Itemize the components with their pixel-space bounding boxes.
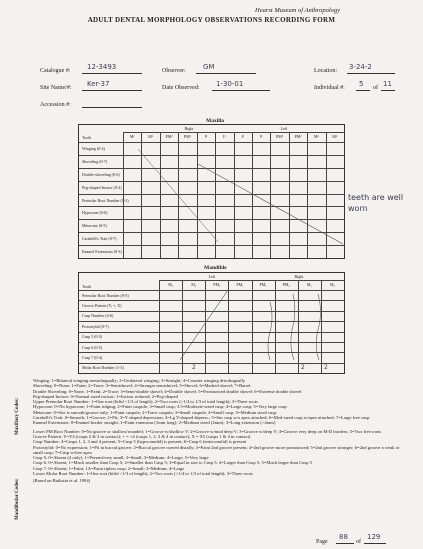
individual-value: 5 [359,80,364,88]
page-label: Page [316,539,328,545]
catalogue-value: 12-3493 [87,63,117,71]
def-lower-molar-root: Lower Molar Root Number: 1=One root (bifid <1/3 of length); 2=Two roots (>1/4 to 1/3 of total length); 3=Three roots [33,471,253,477]
mandible-row-label: Cusp 5 (0-5) [82,334,103,340]
def-protostylid: Protostylid: 0=No expression; 1=Pit in buccal groove; 2=Buccal groove curved distally; 3=Faint 2nd groove present; 4=2nd groove more pronounced; 5=2nd groove stronger; 6=2nd groove a weak or small cusp; 7=Cusp w/free apex [33,444,400,455]
mandible-row-label: Protostylid (0-7) [82,323,109,329]
observer-label: Observer: [162,68,186,74]
mandible-strikethrough [78,272,343,372]
maxilla-row-label: Shoveling (0-7) [82,158,108,164]
maxilla-col-header: I¹ [223,134,226,139]
molar-root-value-2: 2 [301,364,305,371]
maxilla-left-label: Left [280,126,288,131]
maxilla-tooth-label: Tooth [82,135,92,140]
def-metacone: Metacone: 0=Site is smooth/groove only; 1=Faint cuspule; 2=Trace cuspule; 3=Small cuspule; 4=Small cusp; 5=Medium sized cusp [33,409,277,415]
maxillary-codes-label: Maxillary Codes: [15,397,20,435]
page-of: of [356,539,361,545]
def-cusp-number: Cusp Number: 4=Cusps 1, 2, 3 and 4 present; 5=Cusp 5 (hypoconulid) is present; 6=Cusp 6 (entoconulid) is present [33,439,247,445]
accession-field[interactable] [82,98,142,108]
mandible-col-header: M₂ [168,282,174,287]
maxilla-row-label: Enamel Extensions (0-3) [82,249,122,255]
maxilla-title: Maxilla [206,118,225,124]
maxilla-row-label: Premolar Root Number (1-3) [82,197,129,203]
maxilla-col-header: PM² [165,134,173,139]
maxilla-col-header: I² [204,134,208,139]
location-label: Location: [314,68,337,74]
maxilla-col-header: I² [259,134,263,139]
mandible-col-header: PM₂ [282,282,290,287]
maxilla-strikethrough [78,124,343,257]
maxilla-col-header: M¹ [148,134,153,139]
molar-root-value-1: 2 [192,364,196,371]
mandible-col-header: M₁ [306,282,312,287]
def-cusp7: Cusp 7: 0=Absent; 1=Faint; 1A=Faint tipless cusp; 2=Small; 3=Medium; 4=Large [33,465,185,471]
def-hypocone: Hypocone: 0=No hypocone; 1=Faint ridging; 2=Faint cuspule; 3=Small cusp; 3.5=Moderate-sized cusp; 4=Large cusp; 5=Very large cusp [33,404,287,410]
maxilla-right-label: Right [184,126,194,131]
mandible-title: Mandible [204,265,227,271]
def-lower-pm-root: Lower PM Root Number: 0=No groove or shallow/rounded; 1=Groove w/shallow V; 2=Groove w/mod deep V; 3=Groove w/deep V; 4=Groove very deep on M-D borders; 5=Two free roots [33,428,382,434]
maxilla-col-header: PM¹ [183,134,191,139]
site-label: Site Name/#: [40,85,72,91]
maxilla-col-header: PM¹ [276,134,284,139]
code-definitions [33,378,408,484]
mandible-col-header: PM₁ [259,282,267,287]
maxilla-row-label: Winging (0-4) [82,145,105,151]
individual-label: Individual #: [314,85,345,91]
mandible-row-label: Cusp Number (4-6) [82,313,114,319]
mandible-row-label: Cusp 6 (0-5) [82,344,103,350]
observer-value: GM [203,63,215,71]
def-winging: Winging: 1=Bilateral winging mesiolingually; 2=Unilateral winging; 3=Straight; 4=Counter winging distolingually [33,378,246,383]
mandible-row-label: Premolar Root Number (0-5) [82,292,129,298]
mandible-col-header: PM₁ [236,282,244,287]
mandible-right-label: Right [294,274,304,279]
site-value: Ker-37 [87,80,110,88]
catalogue-label: Catalogue #: [40,68,71,74]
def-cusp6: Cusp 6: 0=Absent; 1=Much smaller than Cusp 5; 2=Smaller than Cusp 5; 3=Equal in size to Cusp 5; 4=Larger than Cusp 5; 5=Much larger than Cusp 5 [33,460,312,466]
def-groove-pattern: Groove Pattern: Y=Y4 (cusps 2 & 3 in contact); + = +4 (cusps 1, 2, 3 & 4 in contact); X = X5 (cusps 1 & 4 in contact) [33,433,251,439]
individual-total: 11 [383,80,392,88]
mandible-row-label: Molar Root Number (1-3) [82,365,124,371]
accession-label: Accession #: [40,102,71,108]
maxilla-row-label: Metacone (0-5) [82,223,107,229]
institution-name: Hearst Museum of Anthropology [255,7,341,14]
maxilla-col-header: I¹ [241,134,244,139]
def-peg-shaped: Peg-shaped Incisor: 0=Normal sized incisor; 1=Incisor reduced; 2=Peg-shaped [33,393,178,399]
maxilla-row-label: Hypocone (0-6) [82,210,108,216]
handwritten-annotation: teeth are well worn [348,193,404,213]
individual-of: of [373,85,378,91]
maxilla-row-label: Carabelli's Trait (0-7) [82,236,117,242]
molar-root-value-3: 2 [324,364,328,371]
date-label: Date Observed: [162,85,200,91]
def-cusp5: Cusp 5: 0=Absent (4 only); 1=Present/very small; 2=Small; 3=Medium; 4=Large; 5=Very large [33,455,209,461]
form-title: ADULT DENTAL MORPHOLOGY OBSERVATIONS RECORDING FORM [87,16,336,24]
maxilla-col-header: PM² [294,134,302,139]
def-carabelli: Carabelli's Trait: 0=Smooth; 1=Groove; 2=Pit; 3=Y shaped depression; 4=Lg Y-shaped depress.; 5=Sm cusp w/o apex attached; 6=Med-sized cusp w/apex attached; 7=Large free cusp [33,415,370,421]
mandible-left-label: Left [208,274,216,279]
mandibular-codes-label: Mandibular Codes: [15,478,20,520]
mandible-col-header: PM₂ [213,282,221,287]
mandible-row-label: Cusp 7 (0-4) [82,354,103,360]
mandible-col-header: M₁ [191,282,197,287]
mandible-col-header: M₂ [329,282,335,287]
def-enamel-extensions: Enamel Extensions: 0=Enamel border straight; 1=Faint extension (1mm long); 2=Medium sized (2mm); 3=Long extension (>4mm) [33,420,276,426]
maxilla-row-label: Double-shoveling (0-6) [82,171,120,177]
page-total: 129 [367,533,381,541]
citation: (Based on Buikstra et al. 1994) [33,478,91,484]
location-value: 3-24-2 [349,63,372,71]
mandible-row-label: Groove Pattern (Y, +, X) [82,303,122,309]
def-upper-premolar-root: Upper Premolar Root Number: 1=One root (bifid <1/3 of length); 2=Two roots (>1/4 to 1/3 of total length); 3=Three roots [33,399,258,405]
maxilla-row-label: Peg-shaped Incisor (0-2) [82,184,122,190]
page-number: 88 [339,533,348,541]
maxilla-col-header: M² [129,134,135,139]
def-shoveling: Shoveling: 0=None; 1=Faint; 2=Trace; 3=Semishovel; 4=Stronger semishovel; 5=Shovel; 6=Marked shovel; 7=Barrel [33,383,251,389]
date-value: 1-30-01 [216,80,244,88]
maxilla-col-header: M¹ [313,134,319,139]
maxilla-col-header: M² [332,134,338,139]
mandible-tooth-label: Tooth [82,284,92,289]
def-double-shoveling: Double Shoveling: 0=None; 1=Faint; 2=Trace; 3=Semi-double shovel; 4=Double shovel; 5=Pronounced double shovel; 6=Extreme double shovel [33,388,302,394]
